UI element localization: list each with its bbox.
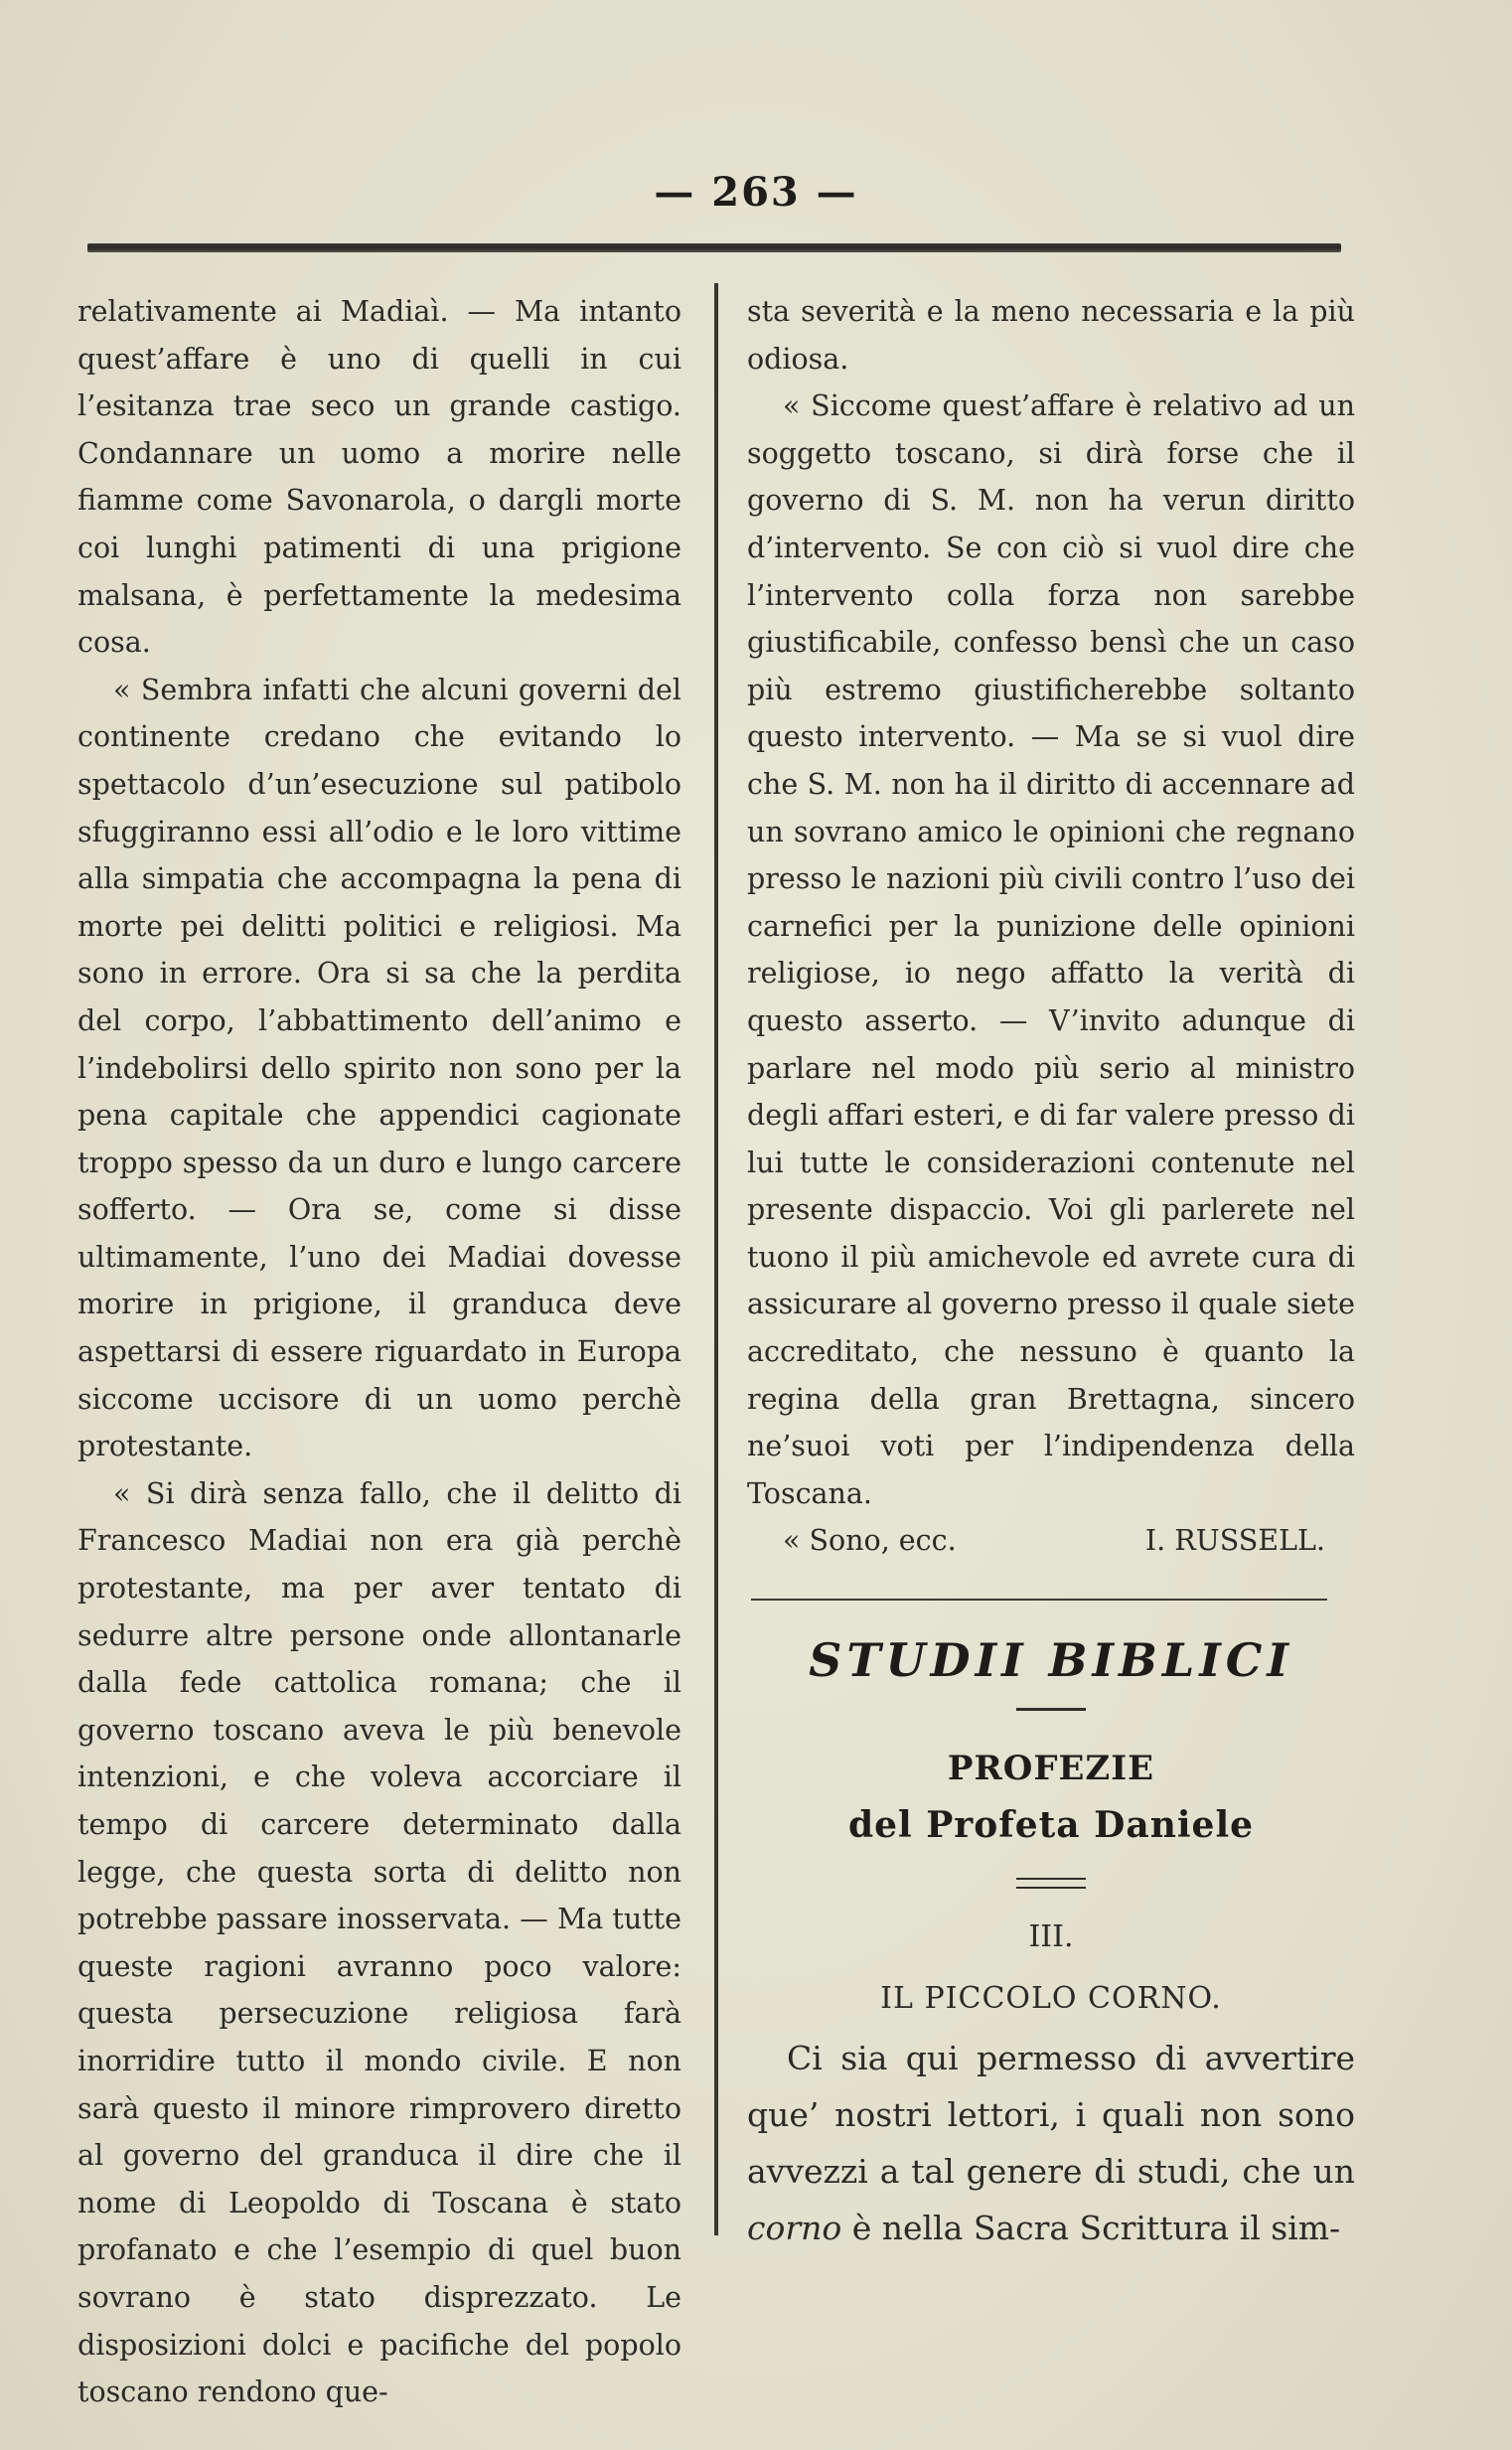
chapter-number: III. [1028,1919,1074,1955]
header-rule [87,243,1341,252]
letter-signoff [747,1517,1355,1565]
intro-paragraph [747,2030,1355,2256]
left-column [77,288,681,2416]
column-divider [714,283,718,2235]
section-separator [751,1599,1327,1601]
section-title-rule [1016,1708,1086,1711]
right-column [747,288,1355,2256]
right-paragraph-1: « Siccome quest’affare è relativo ad un soggetto toscano, si dirà forse che il governo di S. M. non ha verun diritto d’intervento. Se con ciò si vuol dire che l’intervento colla forza non sarebbe giustificabile, confesso bensì che un caso più estremo giustificherebbe soltanto questo intervento. — Ma se si vuol dire che S. M. non ha il diritto di accennare ad un sovrano amico le opinioni che regnano presso le nazioni più civili contro l’uso dei carnefici per la punizione delle opinioni religiose, io nego affatto la verità di questo asserto. — V’invito adunque di parlare nel modo più serio al ministro degli affari esteri, e di far valere presso di lui tutte le considerazioni contenute nel presente dispaccio. Voi gli parlerete nel tuono il più amichevole ed avrete cura di assicurare al governo presso il quale siete accreditato, che nessuno è quanto la regina della gran Brettagna, sincero ne’suoi voti per l’indipendenza della Toscana. [747,389,1355,1510]
signature-rest: USSELL. [1195,1524,1325,1558]
right-continuation: sta severità e la meno necessaria e la più odiosa. [747,295,1355,376]
article-title: PROFEZIE [947,1749,1155,1789]
intro-text-start: Ci sia qui permesso di avvertire que’ nostri lettori, i quali non sono avvezzi a tal genere di studi, che un [747,2039,1355,2192]
article-double-rule [1016,1878,1086,1889]
chapter-title: IL PICCOLO CORNO. [880,1981,1222,2017]
signoff-signature [1145,1517,1325,1565]
article-subtitle: del Profeta Daniele [847,1804,1255,1847]
intro-italic-word: corno [747,2209,842,2248]
left-paragraph-3: « Si dirà senza fallo, che il delitto di Francesco Madiai non era già perchè protestante, ma per aver tentato di sedurre altre persone onde allontanarle dalla fede cattolica romana; che il governo toscano aveva le più benevole intenzioni, e che voleva accorciare il tempo di carcere determinato dalla legge, che questa sorta di delitto non potrebbe passare inosservata. — Ma tutte queste ragioni avranno poco valore: questa persecuzione religiosa farà inorridire tutto il mondo civile. E non sarà questo il minore rimprovero diretto al governo del granduca il dire che il nome di Leopoldo di Toscana è stato profanato e che l’esempio di quel buon sovrano è stato disprezzato. Le disposizioni dolci e pacifiche del popolo toscano rendono que- [77,1476,681,2409]
section-title: STUDII BIBLICI [809,1633,1293,1688]
chapter-intro [747,2030,1355,2256]
signature-initial: I. R [1144,1524,1196,1558]
page-number: — 263 — [654,169,858,216]
signoff-greeting: « Sono, ecc. [783,1524,957,1558]
left-paragraph-2: « Sembra infatti che alcuni governi del continente credano che evitando lo spettacolo d’un’esecuzione sul patibolo sfuggiranno essi all’odio e le loro vittime alla simpatia che accompagna la pena di morte pei delitti politici e religiosi. Ma sono in errore. Ora si sa che la perdita del corpo, l’abbattimento dell’animo e l’indebolirsi dello spirito non sono per la pena capitale che appendici cagionate troppo spesso da un duro e lungo carcere sofferto. — Ora se, come si disse ultimamente, l’uno dei Madiai dovesse morire in prigione, il granduca deve aspettarsi di essere riguardato in Europa siccome uccisore di un uomo perchè protestante. [77,673,681,1463]
left-paragraph-1: relativamente ai Madiaì. — Ma intanto quest’affare è uno di quelli in cui l’esitanza trae seco un grande castigo. Condannare un uomo a morire nelle fiamme come Savonarola, o dargli morte coi lunghi patimenti di una prigione malsana, è perfettamente la medesima cosa. [77,295,681,660]
intro-text-end: è nella Sacra Scrittura il sim- [841,2209,1341,2248]
